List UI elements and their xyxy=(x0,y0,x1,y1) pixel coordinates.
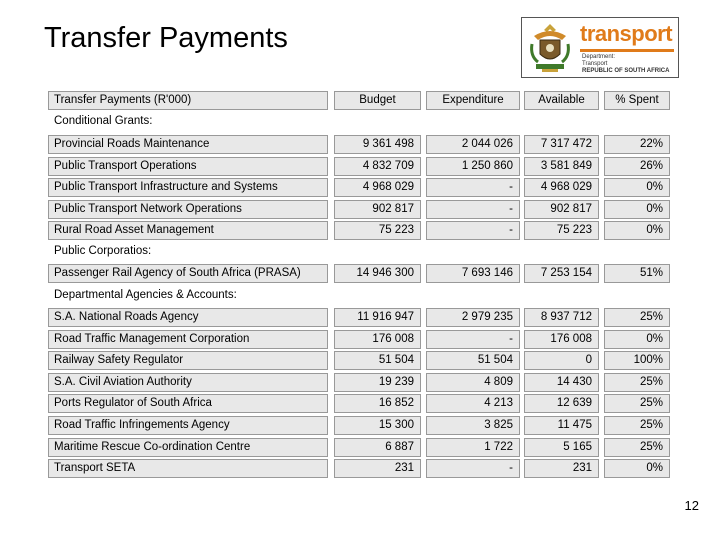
row-label: Railway Safety Regulator xyxy=(48,351,328,370)
page-number: 12 xyxy=(684,498,699,513)
logo-line-department: Department: xyxy=(582,54,616,60)
expenditure-value: 4 213 xyxy=(426,394,520,413)
budget-value: 6 887 xyxy=(334,438,421,457)
coat-of-arms-icon xyxy=(526,22,574,74)
percent-spent-value: 25% xyxy=(604,373,670,392)
percent-spent-value: 0% xyxy=(604,459,670,478)
percent-spent-value: 25% xyxy=(604,308,670,327)
row-label: Transport SETA xyxy=(48,459,328,478)
budget-value: 9 361 498 xyxy=(334,135,421,154)
available-value: 14 430 xyxy=(524,373,599,392)
section-title-departmental-agencies: Departmental Agencies & Accounts: xyxy=(54,289,237,301)
header-percent-spent: % Spent xyxy=(604,91,670,110)
budget-value: 51 504 xyxy=(334,351,421,370)
available-value: 176 008 xyxy=(524,330,599,349)
percent-spent-value: 0% xyxy=(604,330,670,349)
available-value: 231 xyxy=(524,459,599,478)
header-expenditure: Expenditure xyxy=(426,91,520,110)
expenditure-value: - xyxy=(426,459,520,478)
row-label: Passenger Rail Agency of South Africa (PRASA) xyxy=(48,264,328,283)
expenditure-value: 1 722 xyxy=(426,438,520,457)
available-value: 902 817 xyxy=(524,200,599,219)
row-label: Rural Road Asset Management xyxy=(48,221,328,240)
budget-value: 19 239 xyxy=(334,373,421,392)
expenditure-value: - xyxy=(426,200,520,219)
expenditure-value: 1 250 860 xyxy=(426,157,520,176)
expenditure-value: 51 504 xyxy=(426,351,520,370)
row-label: S.A. National Roads Agency xyxy=(48,308,328,327)
row-label: Ports Regulator of South Africa xyxy=(48,394,328,413)
budget-value: 14 946 300 xyxy=(334,264,421,283)
available-value: 8 937 712 xyxy=(524,308,599,327)
expenditure-value: - xyxy=(426,178,520,197)
row-label: Public Transport Operations xyxy=(48,157,328,176)
expenditure-value: - xyxy=(426,221,520,240)
budget-value: 4 832 709 xyxy=(334,157,421,176)
budget-value: 16 852 xyxy=(334,394,421,413)
percent-spent-value: 22% xyxy=(604,135,670,154)
expenditure-value: 2 044 026 xyxy=(426,135,520,154)
available-value: 75 223 xyxy=(524,221,599,240)
available-value: 5 165 xyxy=(524,438,599,457)
row-label: Provincial Roads Maintenance xyxy=(48,135,328,154)
logo-line-transport: Transport xyxy=(582,61,608,67)
budget-value: 15 300 xyxy=(334,416,421,435)
slide-title: Transfer Payments xyxy=(44,22,288,54)
percent-spent-value: 26% xyxy=(604,157,670,176)
row-label: Road Traffic Infringements Agency xyxy=(48,416,328,435)
department-logo xyxy=(521,17,679,78)
percent-spent-value: 25% xyxy=(604,394,670,413)
row-label: Public Transport Network Operations xyxy=(48,200,328,219)
budget-value: 902 817 xyxy=(334,200,421,219)
expenditure-value: 4 809 xyxy=(426,373,520,392)
row-label: Road Traffic Management Corporation xyxy=(48,330,328,349)
expenditure-value: 7 693 146 xyxy=(426,264,520,283)
logo-line-republic: REPUBLIC OF SOUTH AFRICA xyxy=(582,68,670,74)
percent-spent-value: 25% xyxy=(604,438,670,457)
logo-underline xyxy=(580,49,674,52)
percent-spent-value: 25% xyxy=(604,416,670,435)
available-value: 4 968 029 xyxy=(524,178,599,197)
row-label: Maritime Rescue Co-ordination Centre xyxy=(48,438,328,457)
row-label: Public Transport Infrastructure and Systems xyxy=(48,178,328,197)
header-available: Available xyxy=(524,91,599,110)
percent-spent-value: 100% xyxy=(604,351,670,370)
header-budget: Budget xyxy=(334,91,421,110)
budget-value: 11 916 947 xyxy=(334,308,421,327)
expenditure-value: - xyxy=(426,330,520,349)
header-label: Transfer Payments (R'000) xyxy=(48,91,328,110)
percent-spent-value: 0% xyxy=(604,178,670,197)
expenditure-value: 2 979 235 xyxy=(426,308,520,327)
budget-value: 75 223 xyxy=(334,221,421,240)
percent-spent-value: 51% xyxy=(604,264,670,283)
section-title-conditional-grants: Conditional Grants: xyxy=(54,115,153,127)
available-value: 11 475 xyxy=(524,416,599,435)
expenditure-value: 3 825 xyxy=(426,416,520,435)
available-value: 7 317 472 xyxy=(524,135,599,154)
available-value: 3 581 849 xyxy=(524,157,599,176)
budget-value: 231 xyxy=(334,459,421,478)
budget-value: 4 968 029 xyxy=(334,178,421,197)
percent-spent-value: 0% xyxy=(604,221,670,240)
available-value: 0 xyxy=(524,351,599,370)
percent-spent-value: 0% xyxy=(604,200,670,219)
budget-value: 176 008 xyxy=(334,330,421,349)
logo-brand-text: transport xyxy=(580,21,673,46)
available-value: 12 639 xyxy=(524,394,599,413)
section-title-public-corporations: Public Corporatios: xyxy=(54,245,152,257)
row-label: S.A. Civil Aviation Authority xyxy=(48,373,328,392)
available-value: 7 253 154 xyxy=(524,264,599,283)
